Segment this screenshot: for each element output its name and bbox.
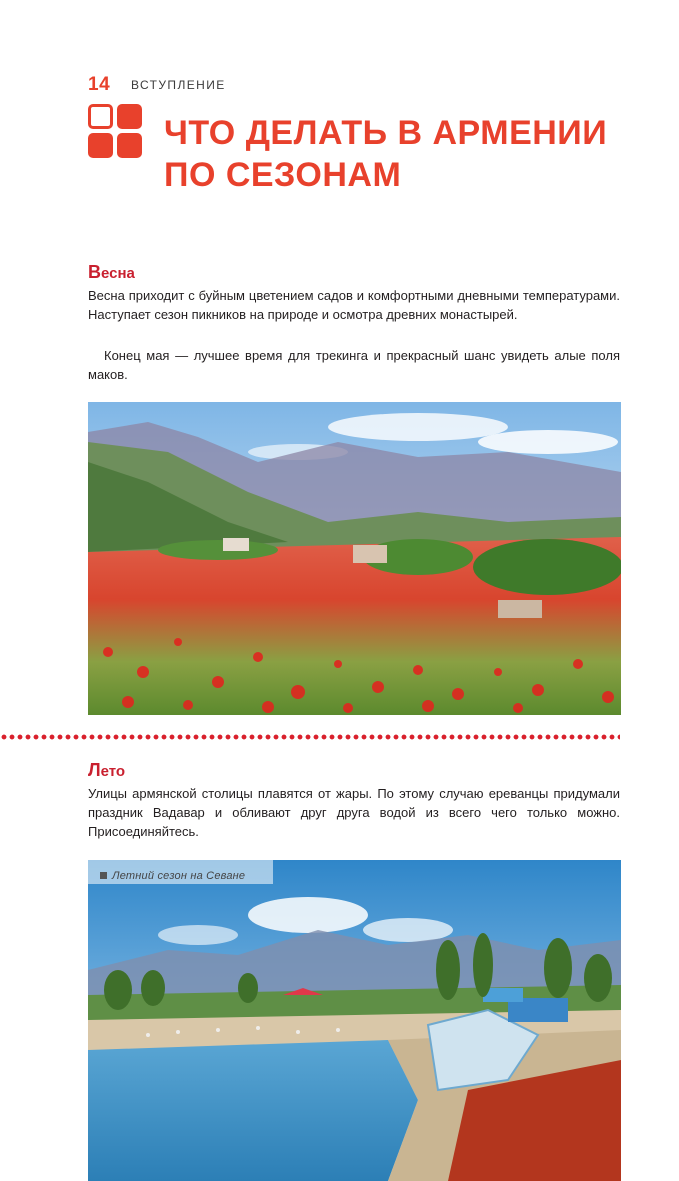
spring-heading-initial: В — [88, 262, 101, 282]
photo-caption-text: Летний сезон на Севане — [112, 870, 246, 882]
page-title — [164, 112, 644, 196]
spring-heading — [88, 262, 135, 283]
photo-caption — [100, 870, 245, 882]
spring-heading-rest: есна — [101, 265, 135, 282]
page-title-line-1: ЧТО ДЕЛАТЬ В АРМЕНИИ — [164, 114, 608, 152]
summer-heading — [88, 760, 125, 781]
caption-bullet-icon — [100, 872, 107, 879]
summer-heading-rest: ето — [100, 763, 126, 780]
page-number: 14 — [88, 74, 111, 95]
poppy-field-photo — [88, 402, 621, 715]
sevan-beach-photo — [88, 860, 621, 1181]
grid-four-squares-icon — [88, 104, 144, 160]
section-divider — [0, 733, 620, 741]
summer-paragraph-1: Улицы армянской столицы плавятся от жары. По этому случаю ереванцы придумали праздник Вадавар и обливают друг друга водой из всего чего только можно. Присоединяйтесь. — [88, 786, 620, 839]
page-title-line-2: ПО СЕЗОНАМ — [164, 156, 402, 194]
summer-heading-initial: Л — [88, 760, 101, 780]
section-name: ВСТУПЛЕНИЕ — [131, 78, 226, 92]
spring-paragraph-1: Весна приходит с буйным цветением садов и комфортными дневными температурами. Наступает сезон пикников на природе и осмотра древних монастырей. — [88, 288, 620, 322]
spring-paragraph-2: Конец мая — лучшее время для трекинга и прекрасный шанс увидеть алые поля маков. — [88, 348, 620, 382]
